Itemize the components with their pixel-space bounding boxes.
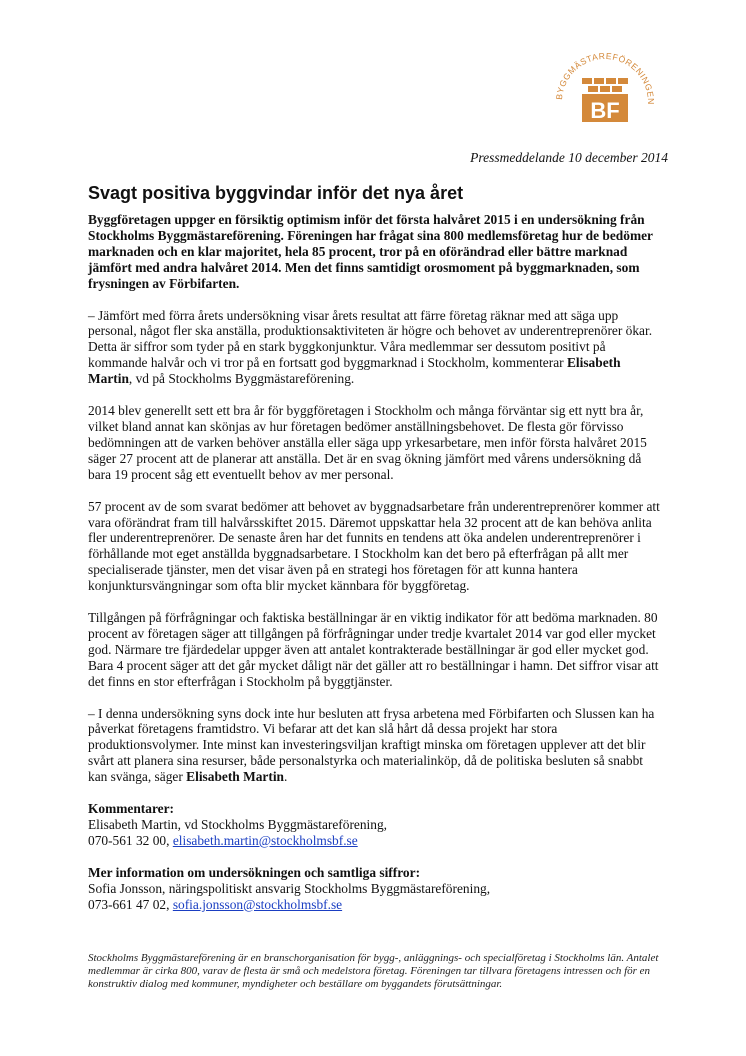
- contact-comments-email-link[interactable]: elisabeth.martin@stockholmsbf.se: [172, 832, 358, 848]
- paragraph-5: [88, 706, 660, 786]
- contact-more-info-heading: Mer information om undersökningen och samtliga siffror:: [88, 864, 421, 880]
- paragraph-3: 57 procent av de som svarat bedömer att behovet av byggnadsarbetare från underentreprenörer kommer att vara oförändrat fram till halvårsskiftet 2015. Däremot uppskattar hela 32 procent att de kan behöva anlita fler underentreprenörer. De senaste åren har det funnits en tendens att öka andelen underentreprenörer i förhållande mot eget anställda byggnadsarbetare. I Stockholm kan det bero på efterfrågan på allt mer specialiserade tjänster, men det visar även på en strategi hos företagen för att kunna hantera konjunktursvängningar som ofta blir mycket kännbara för byggföretag.: [88, 498, 660, 594]
- press-release-dateline: Pressmeddelande 10 december 2014: [470, 150, 668, 165]
- organization-footer: Stockholms Byggmästareförening är en branschorganisation för bygg-, anläggnings- och specialföretag i Stockholms län. Antalet medlemmar är cirka 800, varav de flesta är små och medelstora företag. Föreningen tar tillvara företagens intressen och för en konstruktiv dialog med kommuner, myndigheter och beställare om byggandets förutsättningar.: [88, 952, 659, 991]
- paragraph-1-text: – Jämfört med förra årets undersökning visar årets resultat att färre företag räknar med att säga upp personal, något fler ska anställa, produktionsaktiviteten är högre och behovet av underentreprenörer ökar. Detta är siffror som tyder på en stark byggkonjunktur. Våra medlemmar ser dessutom positivt på kommande halvår och vi tror på en fortsatt god byggmarknad i Stockholm, kommenterar: [88, 307, 653, 371]
- contact-more-info: [88, 865, 660, 913]
- quoted-person-name: Elisabeth Martin: [186, 769, 284, 785]
- article-body: [88, 212, 660, 929]
- contact-comments: [88, 801, 660, 849]
- contact-comments-phone: 070-561 32 00,: [88, 832, 173, 848]
- paragraph-2: 2014 blev generellt sett ett bra år för byggföretagen i Stockholm och många förväntar sig ett nytt bra år, vilket bland annat kan skönjas av hur företagen bedömer anställningsbehovet. De flesta gör förvisso bedömningen att de varken behöver anställa eller säga upp yrkesarbetare, men inför första halvåret 2015 säger 27 procent att de planerar att anställa. Det är en svag ökning jämfört med vårens undersökning då bara 19 procent såg ett eventuellt behov av mer personal.: [88, 403, 647, 482]
- logo-bf-mark: BF: [590, 98, 620, 123]
- paragraph-1: [88, 308, 660, 388]
- quoted-person-name: Elisabeth Martin: [88, 355, 621, 387]
- logo-ring-text: BYGGMÄSTAREFÖRENINGEN: [553, 50, 657, 105]
- article-lead: Byggföretagen uppger en försiktig optimism inför det första halvåret 2015 i en undersökning från Stockholms Byggmästareförening. Föreningen har frågat sina 800 medlemsföretag hur de bedömer marknaden och en klar majoritet, hela 85 procent, tror på en oförändrad eller bättre marknad jämfört med andra halvåret 2014. Men det finns samtidigt orosmoment på byggmarknaden, som frysningen av Förbifarten.: [88, 212, 653, 291]
- contact-more-info-email-link[interactable]: sofia.jonsson@stockholmsbf.se: [172, 896, 343, 912]
- contact-comments-name: Elisabeth Martin, vd Stockholms Byggmästareförening,: [88, 817, 388, 832]
- byggmastareforeningen-logo: [548, 46, 662, 144]
- article-title: Svagt positiva byggvindar inför det nya året: [88, 183, 464, 203]
- paragraph-5-end: .: [284, 769, 288, 785]
- paragraph-5-text: – I denna undersökning syns dock inte hur besluten att frysa arbetena med Förbifarten och Slussen kan ha påverkat företagens framtidstro. Vi befarar att det kan slå hårt då dessa projekt har stora produktionsvolymer. Inte minst kan investeringsviljan kraftigt minska om företagen upplever att det blir svårt att planera sina resurser, både personalstyrka och materialinköp, då de politiska besluten så snabbt kan svänga, säger: [88, 705, 655, 785]
- contact-more-info-name: Sofia Jonsson, näringspolitiskt ansvarig Stockholms Byggmästareförening,: [88, 880, 491, 896]
- paragraph-1-end: , vd på Stockholms Byggmästareförening.: [128, 371, 355, 387]
- contact-more-info-phone: 073-661 47 02,: [88, 896, 173, 912]
- contact-comments-heading: Kommentarer:: [88, 801, 175, 817]
- paragraph-4: Tillgången på förfrågningar och faktiska beställningar är en viktig indikator för att bedöma marknaden. 80 procent av företagen säger att tillgången på förfrågningar under tredje kvartalet 2014 var god eller mycket god. Närmare tre fjärdedelar uppger även att antalet kontrakterade beställningar är god eller mycket god. Bara 4 procent säger att det går mycket dåligt när det gäller att ro beställningar i hamn. Det siffror visar att det finns en stor efterfrågan i Stockholm på byggtjänster.: [88, 610, 659, 689]
